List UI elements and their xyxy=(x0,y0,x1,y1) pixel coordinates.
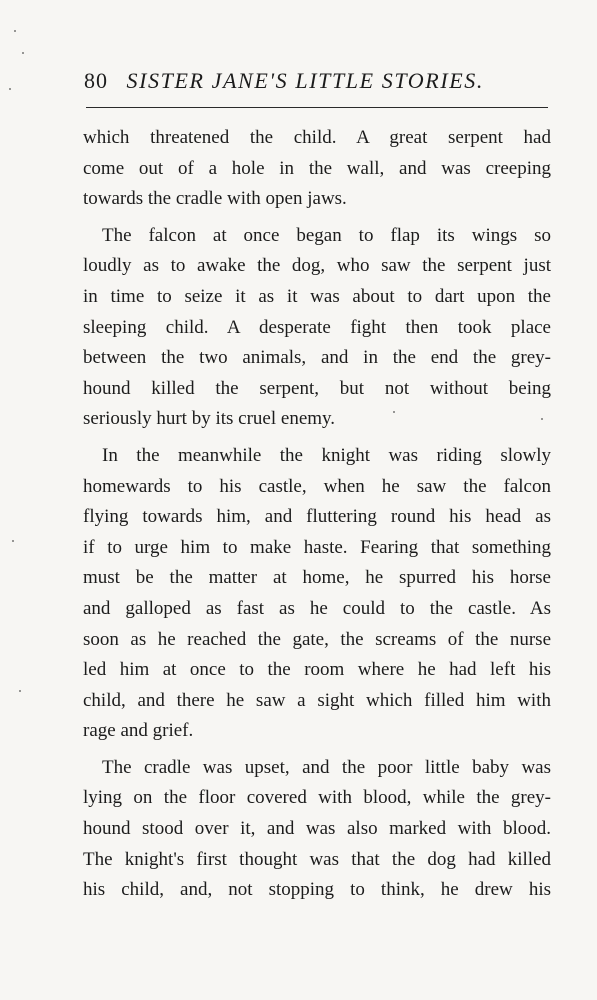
text-line: hound killed the serpent, but not without being xyxy=(83,377,551,399)
text-line: soon as he reached the gate, the screams of the nurse xyxy=(83,628,551,650)
scan-speck xyxy=(541,418,543,420)
text-line: seriously hurt by its cruel enemy. xyxy=(83,408,336,430)
text-line: between the two animals, and in the end the grey- xyxy=(83,347,551,369)
scan-speck xyxy=(22,52,24,54)
text-line: lying on the floor covered with blood, while the grey- xyxy=(83,787,551,809)
text-line: loudly as to awake the dog, who saw the serpent just xyxy=(83,255,551,277)
text-line: rage and grief. xyxy=(83,720,194,742)
text-line: in time to seize it as it was about to dart upon the xyxy=(83,285,551,307)
text-line: and galloped as fast as he could to the castle. As xyxy=(83,597,551,619)
text-line: The cradle was upset, and the poor little baby was xyxy=(102,756,551,778)
scan-speck xyxy=(9,88,11,90)
text-line: The falcon at once began to flap its wings so xyxy=(102,224,551,246)
scan-speck xyxy=(393,411,395,413)
page-number: 80 xyxy=(84,68,108,93)
paragraph-1 xyxy=(83,123,551,215)
paragraph-4 xyxy=(83,753,551,906)
text-line: which threatened the child. A great serpent had xyxy=(83,127,551,148)
text-line: come out of a hole in the wall, and was creeping xyxy=(83,157,551,179)
scan-speck xyxy=(12,540,14,542)
paragraph-2 xyxy=(83,221,551,435)
text-line: if to urge him to make haste. Fearing that something xyxy=(83,536,551,558)
paragraph-3 xyxy=(83,441,551,747)
header-rule xyxy=(86,107,548,108)
page-header xyxy=(84,68,546,102)
text-line: his child, and, not stopping to think, he drew his xyxy=(83,879,551,901)
text-line: led him at once to the room where he had left his xyxy=(83,659,551,681)
scan-speck xyxy=(19,690,21,692)
scan-speck xyxy=(14,30,16,32)
text-line: The knight's first thought was that the dog had killed xyxy=(83,848,551,870)
text-line: homewards to his castle, when he saw the falcon xyxy=(83,475,551,497)
text-line: In the meanwhile the knight was riding slowly xyxy=(102,444,551,466)
text-line: must be the matter at home, he spurred his horse xyxy=(83,567,551,589)
text-line: child, and there he saw a sight which filled him with xyxy=(83,689,551,711)
text-line: flying towards him, and fluttering round his head as xyxy=(83,506,551,528)
text-line: sleeping child. A desperate fight then took place xyxy=(83,316,551,338)
body-text xyxy=(83,123,551,906)
text-line: hound stood over it, and was also marked with blood. xyxy=(83,818,551,840)
text-line: towards the cradle with open jaws. xyxy=(83,188,347,210)
running-title: SISTER JANE'S LITTLE STORIES. xyxy=(126,68,484,93)
